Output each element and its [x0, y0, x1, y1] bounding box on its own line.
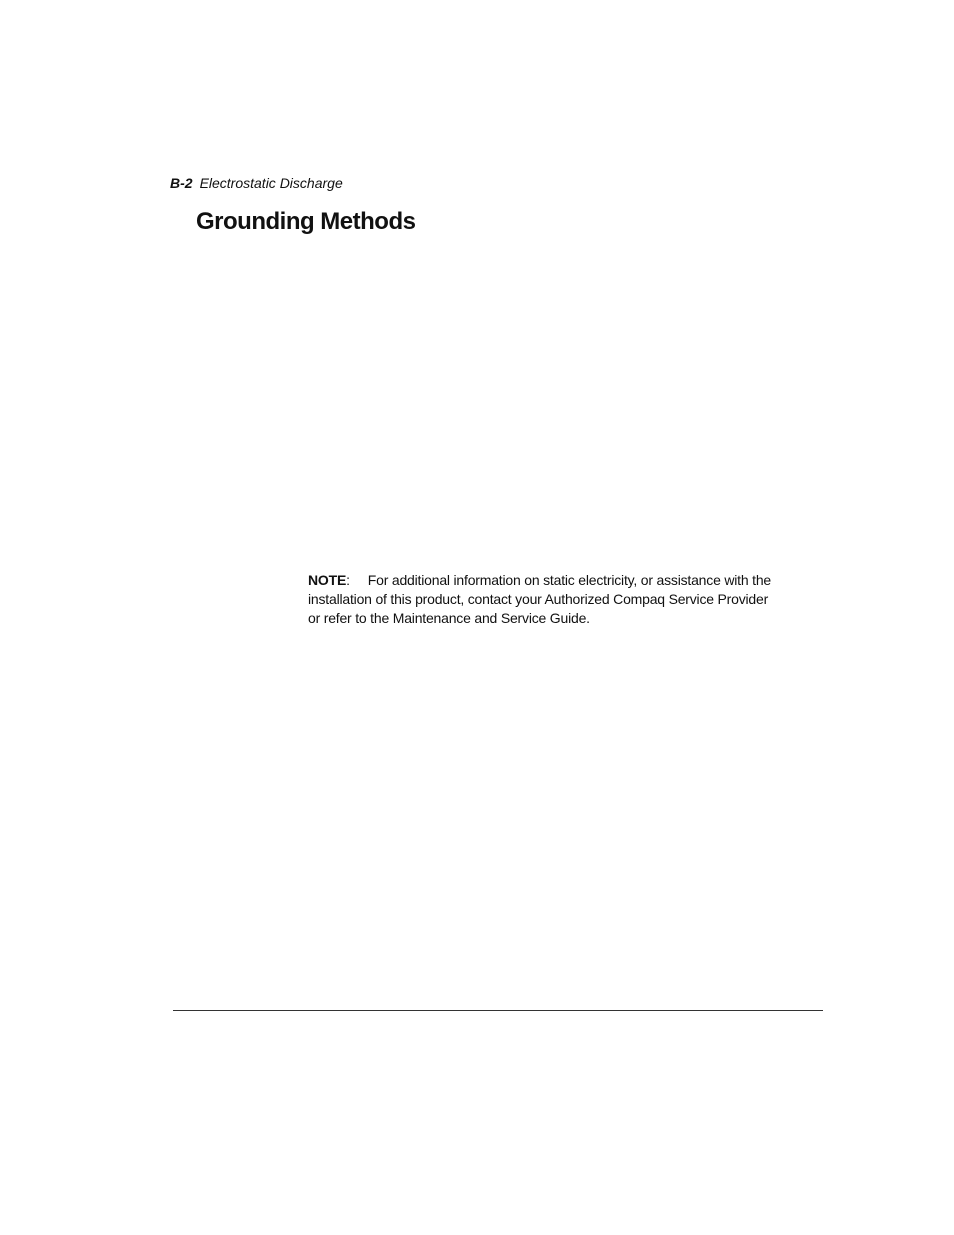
section-title: Grounding Methods: [196, 208, 416, 235]
note-block: [308, 571, 783, 628]
chapter-title: Electrostatic Discharge: [199, 175, 343, 191]
footer-rule: [173, 1010, 823, 1011]
note-text: For additional information on static electricity, or assistance with the installation of this product, contact your Authorized Compaq Service Provider or refer to the Maintenance and Service Guide.: [308, 572, 771, 626]
running-header: [170, 174, 343, 192]
note-label: NOTE: [308, 572, 347, 588]
note-colon: :: [346, 572, 350, 588]
page-number: B-2: [170, 175, 193, 191]
